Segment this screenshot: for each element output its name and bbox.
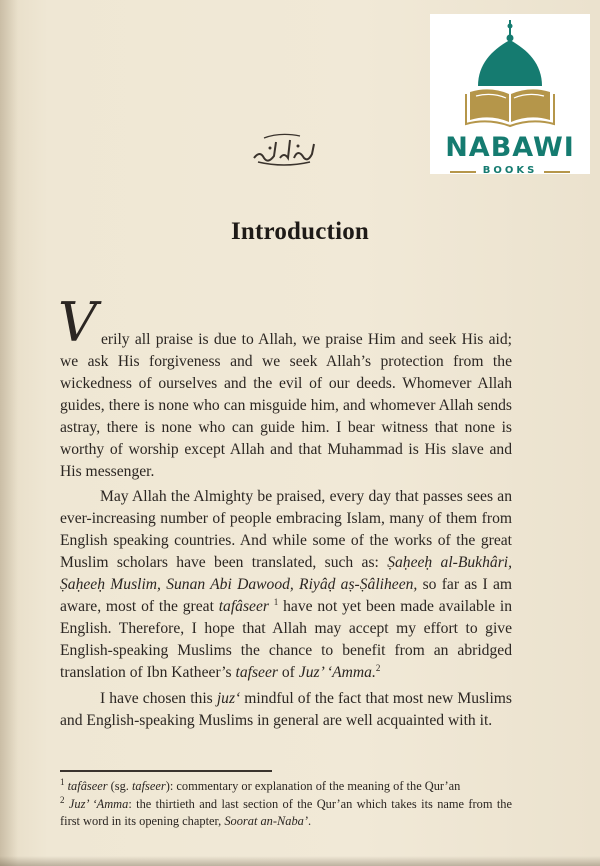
footnote-1-text-a: (sg. [107,779,132,793]
paragraph-2-text-d: of [277,664,299,681]
term-tafseer: tafseer [235,664,278,681]
bismillah-calligraphy-icon [250,128,318,168]
paragraph-2-text-b: so far as I am aware, most of the great [60,576,512,615]
term-juz: juz‘ [216,690,241,707]
paragraph-2-text-c: have not yet been made available in English. Therefore, I hope that Allah may accept my effort to give English-speaking Muslims the chance to benefit from an abridged translation of Ibn Katheer’s [60,598,513,681]
footnote-2-term: Juz’ ‘Amma [68,797,129,811]
term-tafaseer: tafâseer [218,598,269,615]
footnote-2-text-a: : the thirtieth and last section of the Qur’an which takes its name from the first word in its opening chapter, [60,797,512,828]
footnote-1 [60,778,512,795]
paragraph-2-text-a: May Allah the Almighty be praised, every day that passes sees an ever-increasing number of people embracing Islam, many of them from English speaking countries. And while some of the works of the great Muslim scholars have been translated, such as: [60,488,512,571]
term-juz-amma: Juz’ ‘Amma. [298,664,376,681]
footnote-1-text-b: ): commentary or explanation of the meaning of the Qur’an [165,779,461,793]
paragraph-3-text-b: mindful of the fact that most new Muslims and English-speaking Muslims in general are well acquainted with it. [60,690,512,729]
paragraph-3 [60,688,512,732]
footnote-2-number: 2 [60,794,65,805]
footnote-1-term: tafâseer [67,779,108,793]
footnote-2-surah: Soorat an-Naba’ [224,814,308,828]
footnote-1-singular: tafseer [131,779,166,793]
footnote-2 [60,796,512,830]
drop-cap: V [58,291,97,354]
footnote-divider [60,770,272,772]
paragraph-3-text-a: I have chosen this [100,690,217,707]
paragraph-1 [58,291,512,483]
footnote-ref-1[interactable]: 1 [273,596,279,607]
mosque-dome-book-icon [430,14,590,134]
nabawi-books-logo [430,14,590,174]
chapter-title: Introduction [230,218,370,245]
paragraph-1-text: erily all praise is due to Allah, we praise Him and seek His aid; we ask His forgiveness and we seek Allah’s protection from the wickedness of ourselves and the evil of our deeds. Whomever Allah guides, there is none who can misguide him, and whomever Allah sends astray, there is none who can guide him. I bear witness that none is worthy of worship except Allah and that Muhammad is His slave and His messenger. [60,331,512,480]
page-bottom-shadow [0,856,600,866]
brand-subtitle: BOOKS [482,165,538,176]
brand-divider-right [544,171,570,173]
footnote-2-text-b: . [307,814,312,828]
brand-name: NABAWI [445,132,575,163]
footnote-ref-2[interactable]: 2 [375,662,381,673]
footnote-1-number: 1 [60,776,65,787]
spine-shadow [0,0,18,866]
paragraph-2 [60,486,512,684]
hadith-works-list: Ṣaḥeeḥ al-Bukhâri, Ṣaḥeeḥ Muslim, Sunan Abi Dawood, Riyâḍ aṣ-Ṣâliheen, [60,554,512,593]
